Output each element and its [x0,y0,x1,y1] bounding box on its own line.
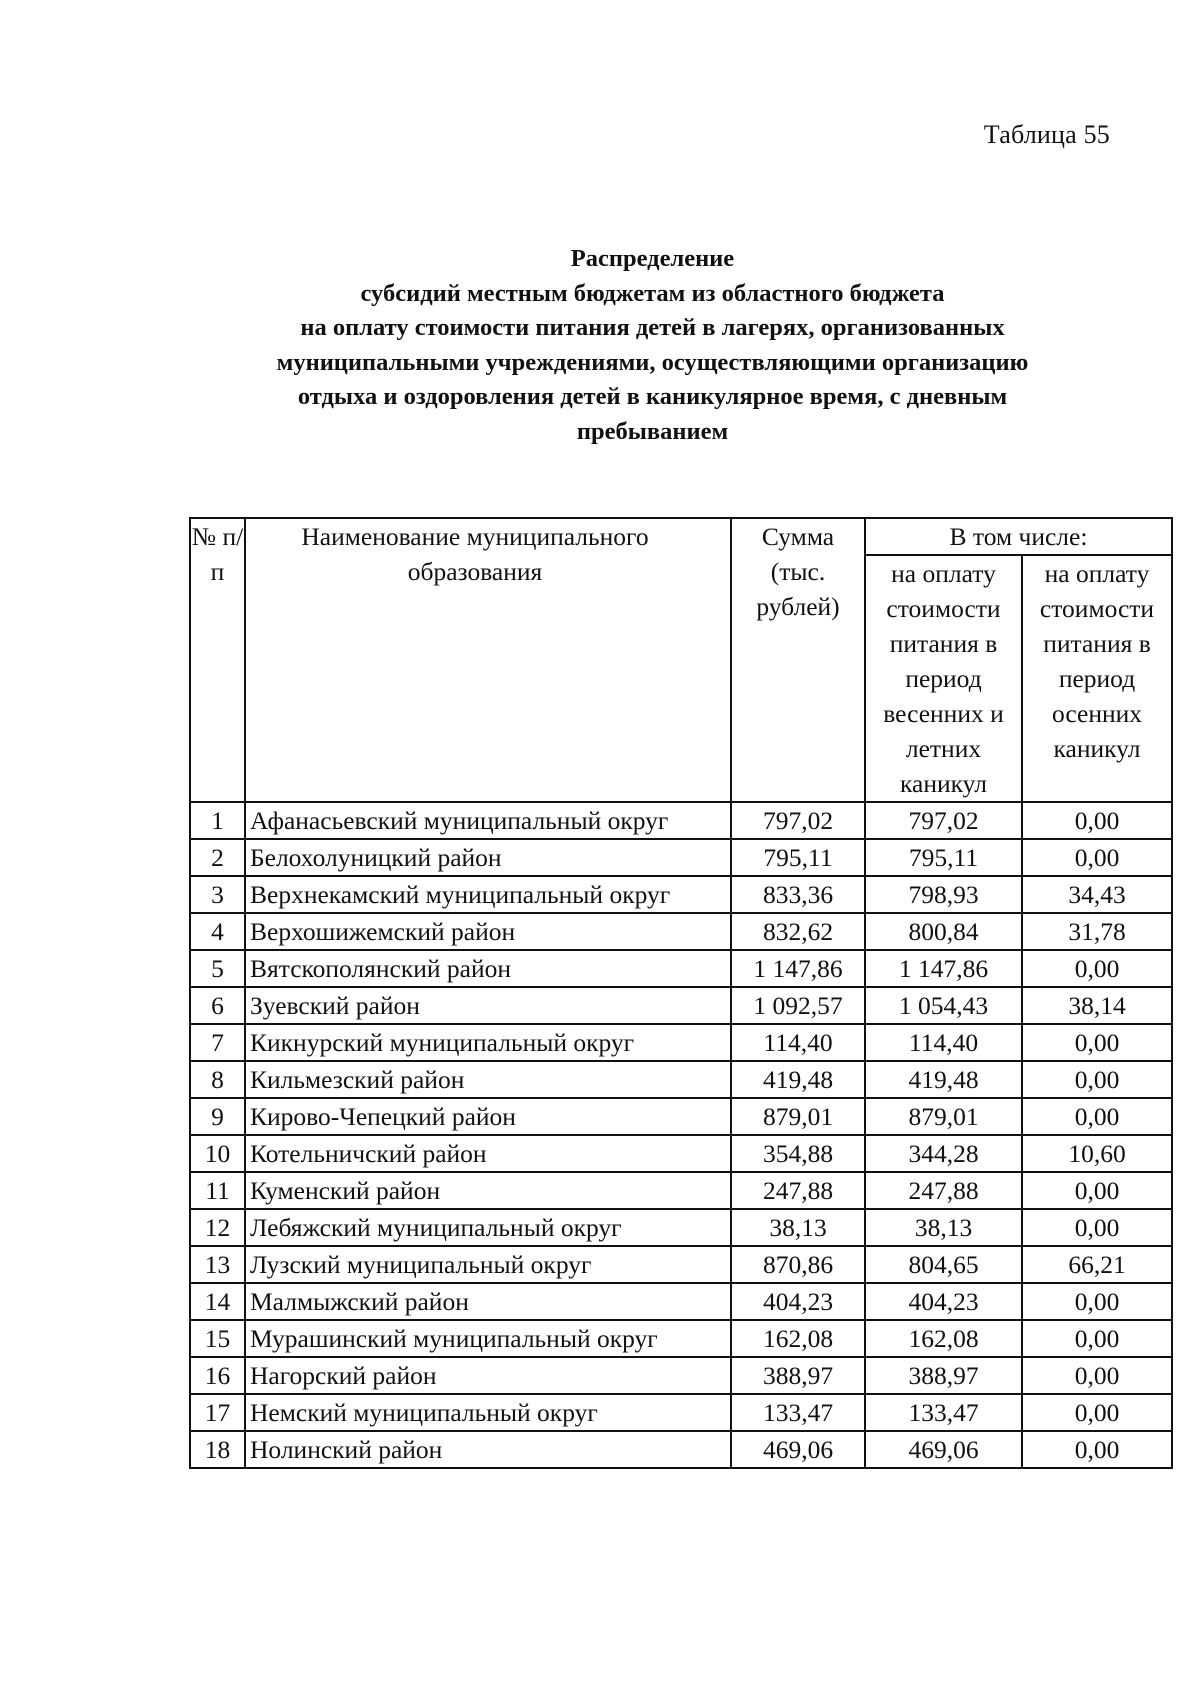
row-num: 12 [190,1209,245,1246]
row-sum: 870,86 [731,1246,865,1283]
row-num: 8 [190,1061,245,1098]
header-spring-summer: на оплату стоимости питания в период весенних и летних каникул [865,555,1022,802]
row-sum: 162,08 [731,1320,865,1357]
row-sum: 795,11 [731,839,865,876]
row-num: 13 [190,1246,245,1283]
row-spring-summer: 344,28 [865,1135,1022,1172]
row-autumn: 0,00 [1022,950,1172,987]
header-autumn: на оплату стоимости питания в период осенних каникул [1022,555,1172,802]
table-row [190,1431,1172,1468]
row-num: 3 [190,876,245,913]
row-name: Зуевский район [245,987,731,1024]
row-spring-summer: 162,08 [865,1320,1022,1357]
row-sum: 469,06 [731,1431,865,1468]
row-sum: 879,01 [731,1098,865,1135]
row-sum: 1 147,86 [731,950,865,987]
header-name: Наименование муниципального образования [245,518,731,802]
row-autumn: 0,00 [1022,1320,1172,1357]
row-autumn: 10,60 [1022,1135,1172,1172]
title-line: пребыванием [576,417,729,445]
row-num: 4 [190,913,245,950]
row-num: 10 [190,1135,245,1172]
row-spring-summer: 800,84 [865,913,1022,950]
table-row [190,913,1172,950]
subsidy-table [189,517,1173,1469]
row-name: Верхнекамский муниципальный округ [245,876,731,913]
row-name: Куменский район [245,1172,731,1209]
row-autumn: 0,00 [1022,1024,1172,1061]
row-sum: 832,62 [731,913,865,950]
row-name: Нагорский район [245,1357,731,1394]
row-sum: 38,13 [731,1209,865,1246]
row-name: Немский муниципальный округ [245,1394,731,1431]
table-row [190,1320,1172,1357]
row-sum: 419,48 [731,1061,865,1098]
title-line: отдыха и оздоровления детей в каникулярное время, с дневным [297,383,1008,410]
title-line: субсидий местным бюджетам из областного бюджета [360,279,945,307]
table-row [190,1283,1172,1320]
row-name: Котельничский район [245,1135,731,1172]
table-row [190,876,1172,913]
row-num: 17 [190,1394,245,1431]
title-line: Распределение [570,245,735,272]
document-title [200,242,1105,449]
row-spring-summer: 797,02 [865,802,1022,839]
title-line: на оплату стоимости питания детей в лагерях, организованных [300,314,1005,341]
row-autumn: 0,00 [1022,802,1172,839]
row-autumn: 0,00 [1022,1061,1172,1098]
header-sum: Сумма (тыс. рублей) [731,518,865,802]
row-name: Кильмезский район [245,1061,731,1098]
table-row [190,1394,1172,1431]
row-name: Афанасьевский муниципальный округ [245,802,731,839]
row-autumn: 0,00 [1022,1098,1172,1135]
row-num: 1 [190,802,245,839]
table-row [190,1024,1172,1061]
row-spring-summer: 1 147,86 [865,950,1022,987]
row-num: 14 [190,1283,245,1320]
table-row [190,1246,1172,1283]
row-spring-summer: 133,47 [865,1394,1022,1431]
row-name: Белохолуницкий район [245,839,731,876]
row-spring-summer: 469,06 [865,1431,1022,1468]
row-name: Кирово-Чепецкий район [245,1098,731,1135]
row-spring-summer: 404,23 [865,1283,1022,1320]
row-name: Малмыжский район [245,1283,731,1320]
row-name: Верхошижемский район [245,913,731,950]
header-including: В том числе: [865,518,1172,555]
row-spring-summer: 114,40 [865,1024,1022,1061]
row-num: 2 [190,839,245,876]
row-name: Вятскополянский район [245,950,731,987]
row-name: Мурашинский муниципальный округ [245,1320,731,1357]
row-name: Лузский муниципальный округ [245,1246,731,1283]
row-autumn: 66,21 [1022,1246,1172,1283]
row-spring-summer: 388,97 [865,1357,1022,1394]
row-autumn: 0,00 [1022,839,1172,876]
table-row [190,1357,1172,1394]
row-sum: 797,02 [731,802,865,839]
row-num: 11 [190,1172,245,1209]
row-spring-summer: 795,11 [865,839,1022,876]
row-num: 18 [190,1431,245,1468]
row-num: 7 [190,1024,245,1061]
row-num: 16 [190,1357,245,1394]
row-spring-summer: 879,01 [865,1098,1022,1135]
title-line: муниципальными учреждениями, осуществляющими организацию [276,348,1029,376]
row-spring-summer: 419,48 [865,1061,1022,1098]
row-name: Нолинский район [245,1431,731,1468]
row-sum: 354,88 [731,1135,865,1172]
table-row [190,1061,1172,1098]
table-number-label: Таблица 55 [983,120,1110,149]
row-sum: 133,47 [731,1394,865,1431]
table-row [190,1098,1172,1135]
table-row [190,839,1172,876]
row-autumn: 31,78 [1022,913,1172,950]
row-autumn: 0,00 [1022,1394,1172,1431]
row-sum: 247,88 [731,1172,865,1209]
row-spring-summer: 247,88 [865,1172,1022,1209]
row-sum: 833,36 [731,876,865,913]
row-name: Кикнурский муниципальный округ [245,1024,731,1061]
row-num: 6 [190,987,245,1024]
row-num: 15 [190,1320,245,1357]
row-autumn: 34,43 [1022,876,1172,913]
table-row [190,987,1172,1024]
row-name: Лебяжский муниципальный округ [245,1209,731,1246]
header-num: № п/п [190,518,245,802]
table-row [190,950,1172,987]
row-autumn: 0,00 [1022,1172,1172,1209]
row-num: 5 [190,950,245,987]
row-autumn: 0,00 [1022,1209,1172,1246]
row-sum: 1 092,57 [731,987,865,1024]
row-spring-summer: 1 054,43 [865,987,1022,1024]
row-spring-summer: 38,13 [865,1209,1022,1246]
row-spring-summer: 798,93 [865,876,1022,913]
table-row [190,1135,1172,1172]
row-num: 9 [190,1098,245,1135]
row-autumn: 0,00 [1022,1357,1172,1394]
row-sum: 114,40 [731,1024,865,1061]
table-row [190,1172,1172,1209]
row-autumn: 0,00 [1022,1283,1172,1320]
row-spring-summer: 804,65 [865,1246,1022,1283]
row-sum: 388,97 [731,1357,865,1394]
row-autumn: 38,14 [1022,987,1172,1024]
table-row [190,802,1172,839]
row-sum: 404,23 [731,1283,865,1320]
table-row [190,1209,1172,1246]
row-autumn: 0,00 [1022,1431,1172,1468]
